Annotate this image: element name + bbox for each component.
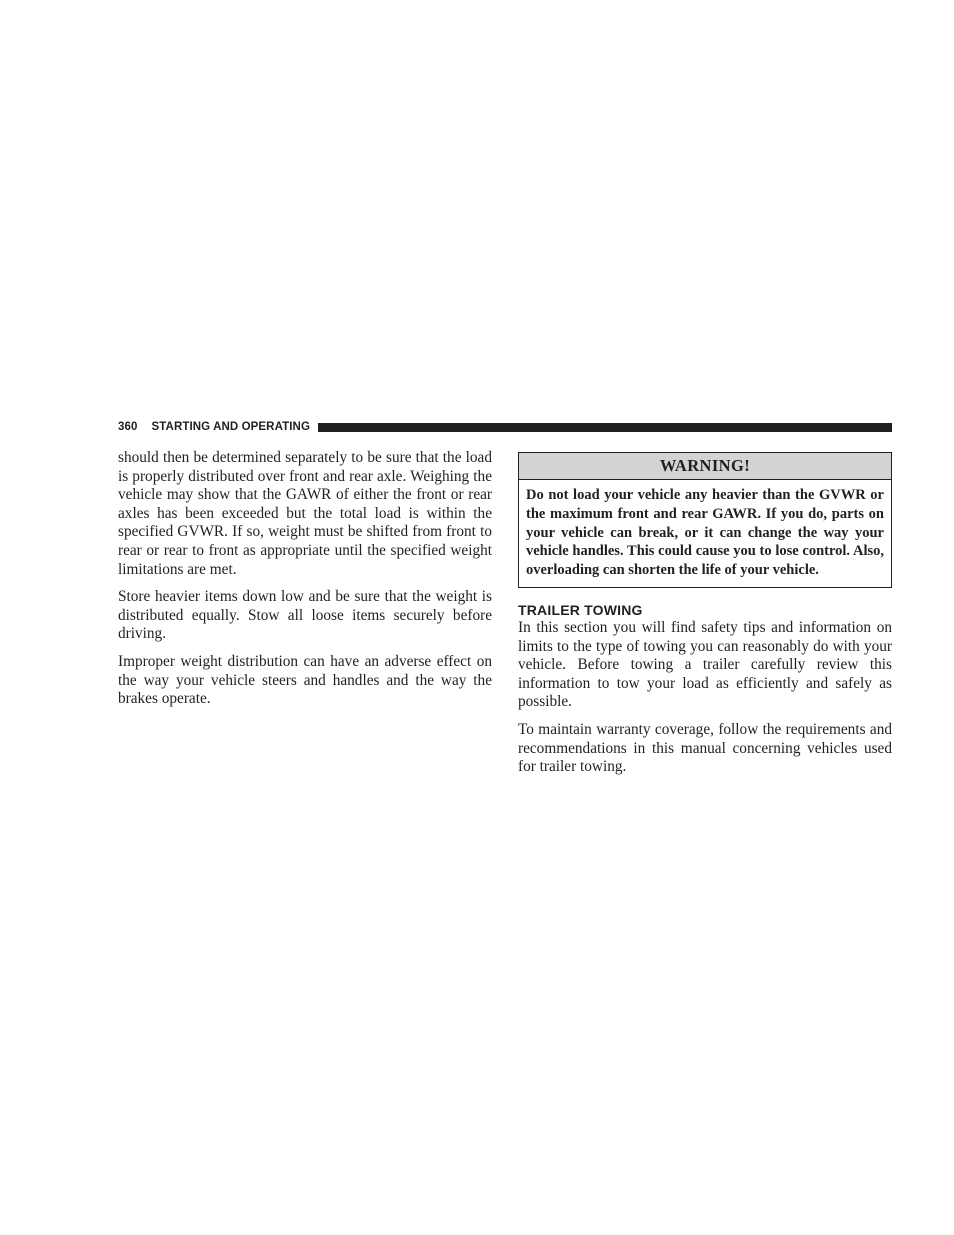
paragraph-improper-weight: Improper weight distribution can have an adverse effect on the way your vehicle steers and handles and the way the brakes operate. — [118, 652, 492, 708]
header-rule — [318, 423, 892, 432]
warning-title: WARNING! — [519, 453, 891, 480]
warning-text: Do not load your vehicle any heavier than the GVWR or the maximum front and rear GAWR. If you do, parts on your vehicle can break, or it can change the way your vehicle handles. This could cause you to lose control. Also, overloading can shorten the life of your vehicle. — [526, 487, 884, 579]
page-header — [118, 419, 892, 435]
paragraph-store-heavier-items: Store heavier items down low and be sure that the weight is distributed equally. Stow all loose items securely before driving. — [118, 588, 492, 643]
right-column — [518, 449, 892, 786]
paragraph-trailer-towing-intro: In this section you will find safety tips and information on limits to the type of towing you can reasonably do with your vehicle. Before towing a trailer carefully review this information to tow your load as efficiently and safely as possible. — [518, 618, 892, 711]
paragraph-weight-distribution: should then be determined separately to be sure that the load is properly distributed over front and rear axle. Weighing the vehicle may show that the GAWR of either the front or rear axles has been exceeded but the total load is within the specified GVWR. If so, weight must be shifted from front to rear or rear to front as appropriate until the specified weight limitations are met. — [118, 449, 492, 578]
warning-box — [518, 452, 892, 588]
paragraph-warranty-coverage: To maintain warranty coverage, follow the requirements and recommendations in this manual concerning vehicles used for trailer towing. — [518, 720, 892, 776]
left-column — [118, 449, 492, 718]
section-title: STARTING AND OPERATING — [151, 421, 311, 433]
trailer-towing-heading: TRAILER TOWING — [518, 601, 643, 618]
page-number: 360 — [118, 421, 138, 433]
